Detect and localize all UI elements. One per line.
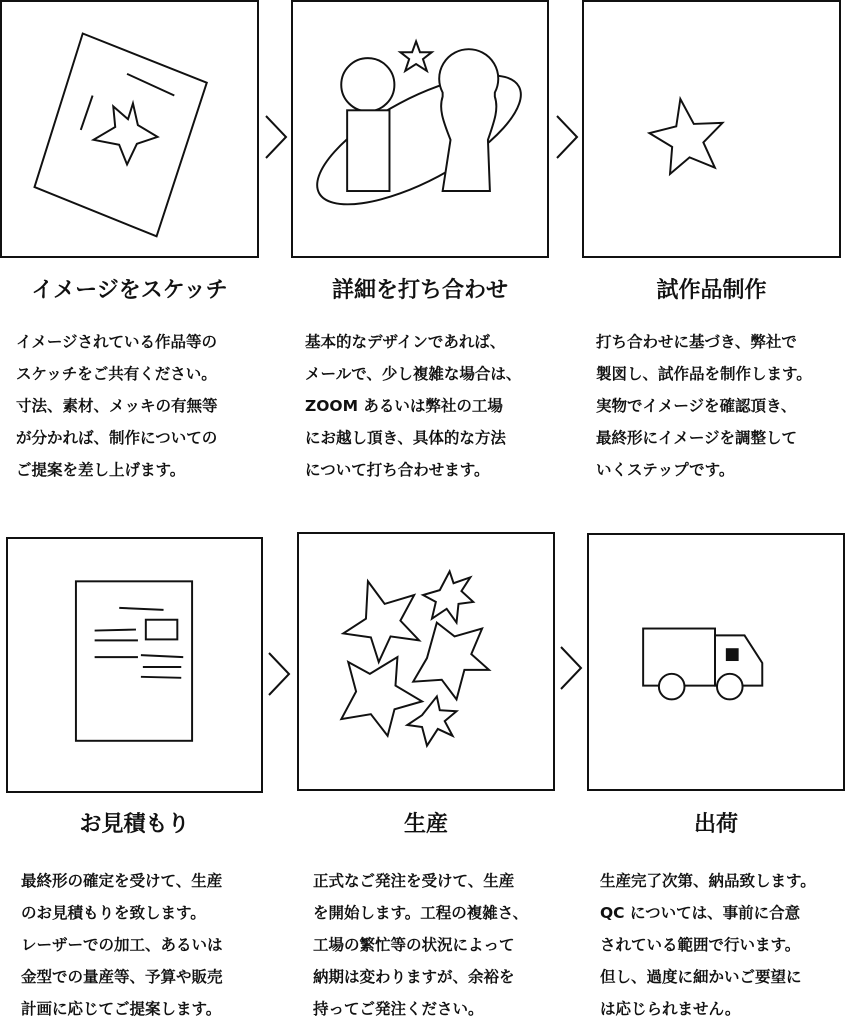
step-6-line-1: 生産完了次第、納品致します。 (600, 872, 816, 890)
production-stars-icon (299, 534, 553, 789)
meeting-people-icon (293, 2, 547, 256)
step-4-line-5: 計画に応じてご提案します。 (21, 1000, 222, 1018)
step-1-line-2: スケッチをご共有ください。 (16, 365, 217, 383)
step-3-line-4: 最終形にイメージを調整して (596, 429, 798, 447)
step-4-line-4: 金型での量産等、予算や販売 (21, 968, 223, 986)
prototype-star-icon (584, 2, 839, 256)
step-arrow-4 (557, 643, 585, 693)
step-4-line-3: レーザーでの加工、あるいは (21, 936, 223, 954)
step-6-title: 出荷 (693, 812, 738, 837)
step-2-line-5: について打ち合わせます。 (305, 461, 490, 479)
step-4-title: お見積もり (79, 812, 190, 837)
step-5-line-5: 持ってご発注ください。 (313, 1000, 484, 1018)
step-5-title: 生産 (403, 812, 448, 837)
delivery-truck-icon (589, 535, 843, 789)
step-1-illustration-box (0, 0, 259, 258)
step-1-line-3: 寸法、素材、メッキの有無等 (16, 397, 218, 415)
step-arrow-2 (553, 112, 581, 162)
step-2-illustration-box (291, 0, 549, 258)
step-4-illustration-box (6, 537, 263, 793)
step-3-line-3: 実物でイメージを確認頂き、 (596, 397, 797, 415)
step-3-title: 試作品制作 (656, 278, 767, 303)
step-1-title: イメージをスケッチ (31, 278, 228, 303)
step-1-line-1: イメージされている作品等の (16, 333, 218, 351)
step-4-description (21, 865, 223, 1025)
step-2-description (305, 326, 521, 486)
step-3-line-5: いくステップです。 (596, 461, 735, 479)
step-4-line-2: のお見積もりを致します。 (21, 904, 206, 922)
step-5-line-2: を開始します。工程の複雑さ、 (313, 904, 529, 922)
step-4-line-1: 最終形の確定を受けて、生産 (21, 872, 223, 890)
step-2-line-4: にお越し頂き、具体的な方法 (305, 429, 506, 447)
step-5-line-4: 納期は変わりますが、余裕を (313, 968, 515, 986)
step-1-line-5: ご提案を差し上げます。 (16, 461, 186, 479)
step-2-line-1: 基本的なデザインであれば、 (305, 333, 506, 351)
step-3-line-2: 製図し、試作品を制作します。 (596, 365, 812, 383)
step-5-illustration-box (297, 532, 555, 791)
step-3-description (596, 326, 812, 486)
step-3-line-1: 打ち合わせに基づき、弊社で (596, 333, 797, 351)
step-6-line-3: されている範囲で行います。 (600, 936, 801, 954)
step-5-line-1: 正式なご発注を受けて、生産 (313, 872, 515, 890)
step-6-description (600, 865, 816, 1025)
step-6-line-5: は応じられません。 (600, 1000, 741, 1018)
step-3-illustration-box (582, 0, 841, 258)
step-5-line-3: 工場の繁忙等の状況によって (313, 936, 515, 954)
step-6-illustration-box (587, 533, 845, 791)
step-2-title: 詳細を打ち合わせ (331, 278, 508, 303)
step-arrow-3 (265, 649, 293, 699)
step-1-description (16, 326, 218, 486)
step-1-line-4: が分かれば、制作についての (16, 429, 218, 447)
sketch-paper-star-icon (2, 2, 257, 256)
step-arrow-1 (262, 112, 290, 162)
step-2-line-2: メールで、少し複雑な場合は、 (305, 365, 522, 383)
step-6-line-2: QC については、事前に合意 (600, 904, 801, 922)
step-2-line-3: ZOOM あるいは弊社の工場 (305, 397, 503, 415)
step-6-line-4: 但し、過度に細かいご要望に (600, 968, 802, 986)
step-5-description (313, 865, 528, 1025)
estimate-document-icon (8, 539, 261, 791)
